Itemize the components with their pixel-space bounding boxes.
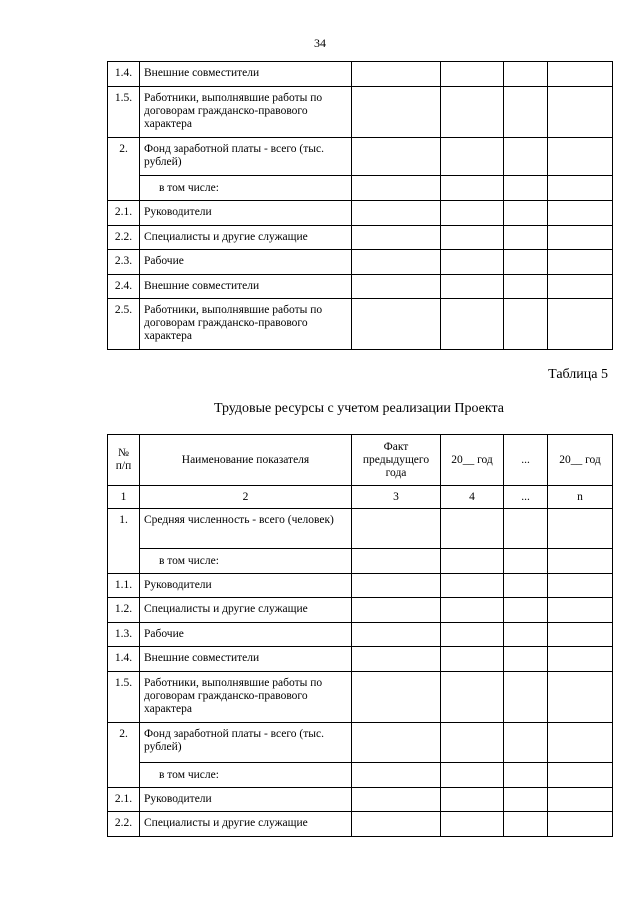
row-number: 2.2. (108, 226, 140, 250)
row-name: Внешние совместители (140, 647, 352, 672)
cell (441, 788, 504, 812)
cell (352, 87, 441, 138)
cell (352, 788, 441, 812)
row-number: 1. (108, 509, 140, 574)
table-row (108, 226, 613, 250)
cell (548, 62, 613, 87)
row-name: Средняя численность - всего (человек) (140, 509, 352, 549)
row-number: 2.1. (108, 788, 140, 812)
cell (352, 226, 441, 250)
table-row (108, 788, 613, 812)
cell (441, 623, 504, 647)
row-name: Руководители (140, 788, 352, 812)
cell (441, 509, 504, 549)
page-number: 34 (314, 36, 326, 50)
cell (504, 549, 548, 574)
cell (504, 201, 548, 226)
row-number: 1.4. (108, 647, 140, 672)
cell (441, 812, 504, 837)
index-cell: 4 (441, 486, 504, 509)
row-number: 2. (108, 723, 140, 788)
table-index-row (108, 486, 613, 509)
row-number: 2.5. (108, 299, 140, 350)
cell (352, 62, 441, 87)
header-fact: Факт предыдущего года (352, 435, 441, 486)
cell (548, 672, 613, 723)
cell (441, 574, 504, 598)
row-number: 1.3. (108, 623, 140, 647)
cell (504, 299, 548, 350)
table-row (108, 62, 613, 87)
row-name: Рабочие (140, 623, 352, 647)
header-name: Наименование показателя (140, 435, 352, 486)
table-row (108, 299, 613, 350)
row-number: 1.2. (108, 598, 140, 623)
cell (504, 176, 548, 201)
table-row (108, 672, 613, 723)
cell (352, 299, 441, 350)
table-title: Трудовые ресурсы с учетом реализации Проекта (213, 401, 505, 416)
header-ellipsis: ... (504, 435, 548, 486)
cell (504, 250, 548, 275)
row-number: 2.3. (108, 250, 140, 275)
cell (504, 723, 548, 763)
row-name: Специалисты и другие служащие (140, 226, 352, 250)
cell (548, 87, 613, 138)
row-name: Внешние совместители (140, 62, 352, 87)
cell (548, 201, 613, 226)
table-header-row (108, 435, 613, 486)
header-year-1: 20__ год (441, 435, 504, 486)
cell (504, 788, 548, 812)
cell (352, 574, 441, 598)
table-row (108, 138, 613, 176)
cell (352, 723, 441, 763)
cell (504, 763, 548, 788)
index-cell: 2 (140, 486, 352, 509)
table-row (108, 812, 613, 837)
row-name: в том числе: (140, 176, 352, 201)
cell (352, 623, 441, 647)
cell (548, 549, 613, 574)
row-name: Руководители (140, 201, 352, 226)
index-cell: 3 (352, 486, 441, 509)
cell (352, 509, 441, 549)
cell (441, 647, 504, 672)
cell (441, 598, 504, 623)
cell (441, 62, 504, 87)
cell (441, 299, 504, 350)
header-num: № п/п (108, 435, 140, 486)
table-row (108, 574, 613, 598)
cell (441, 723, 504, 763)
cell (441, 549, 504, 574)
cell (441, 275, 504, 299)
cell (441, 226, 504, 250)
cell (441, 87, 504, 138)
row-name: Работники, выполнявшие работы по договорам гражданско-правового характера (140, 672, 352, 723)
header-year-n: 20__ год (548, 435, 613, 486)
cell (504, 275, 548, 299)
cell (548, 138, 613, 176)
cell (504, 62, 548, 87)
table-row (108, 87, 613, 138)
table-row (108, 509, 613, 549)
cell (548, 574, 613, 598)
row-name: Работники, выполнявшие работы по договорам гражданско-правового характера (140, 299, 352, 350)
cell (504, 647, 548, 672)
cell (352, 598, 441, 623)
cell (548, 723, 613, 763)
cell (441, 138, 504, 176)
row-name: Рабочие (140, 250, 352, 275)
table-row (108, 549, 613, 574)
row-name: Специалисты и другие служащие (140, 812, 352, 837)
cell (548, 788, 613, 812)
cell (352, 763, 441, 788)
cell (504, 623, 548, 647)
cell (548, 763, 613, 788)
index-cell: ... (504, 486, 548, 509)
cell (548, 176, 613, 201)
table-row (108, 647, 613, 672)
cell (352, 275, 441, 299)
cell (548, 275, 613, 299)
table-row (108, 176, 613, 201)
cell (548, 509, 613, 549)
table-row (108, 598, 613, 623)
row-name: Специалисты и другие служащие (140, 598, 352, 623)
cell (504, 598, 548, 623)
row-name: Работники, выполнявшие работы по договорам гражданско-правового характера (140, 87, 352, 138)
cell (548, 812, 613, 837)
cell (504, 812, 548, 837)
cell (441, 250, 504, 275)
row-number: 2.1. (108, 201, 140, 226)
cell (504, 574, 548, 598)
cell (352, 647, 441, 672)
index-cell: 1 (108, 486, 140, 509)
cell (441, 672, 504, 723)
row-number: 1.1. (108, 574, 140, 598)
table-row (108, 250, 613, 275)
cell (352, 250, 441, 275)
cell (548, 250, 613, 275)
cell (441, 201, 504, 226)
row-number: 1.5. (108, 87, 140, 138)
row-name: Внешние совместители (140, 275, 352, 299)
row-number: 1.4. (108, 62, 140, 87)
cell (548, 226, 613, 250)
cell (548, 299, 613, 350)
table-row (108, 723, 613, 763)
cell (441, 176, 504, 201)
row-name: Руководители (140, 574, 352, 598)
row-name: в том числе: (140, 763, 352, 788)
row-name: в том числе: (140, 549, 352, 574)
cell (352, 201, 441, 226)
index-cell: n (548, 486, 613, 509)
table-row (108, 275, 613, 299)
cell (441, 763, 504, 788)
cell (504, 87, 548, 138)
table-caption: Таблица 5 (548, 367, 608, 382)
cell (504, 138, 548, 176)
row-number: 2.4. (108, 275, 140, 299)
cell (352, 549, 441, 574)
table-row (108, 623, 613, 647)
cell (548, 598, 613, 623)
table-row (108, 201, 613, 226)
cell (352, 138, 441, 176)
table-continuation (107, 61, 613, 350)
row-name: Фонд заработной платы - всего (тыс. рублей) (140, 723, 352, 763)
row-number: 2.2. (108, 812, 140, 837)
row-number: 1.5. (108, 672, 140, 723)
cell (548, 623, 613, 647)
cell (352, 672, 441, 723)
row-number: 2. (108, 138, 140, 201)
table-row (108, 763, 613, 788)
cell (504, 672, 548, 723)
cell (504, 509, 548, 549)
cell (352, 812, 441, 837)
table-labor-resources (107, 434, 613, 837)
row-name: Фонд заработной платы - всего (тыс. рублей) (140, 138, 352, 176)
cell (352, 176, 441, 201)
cell (504, 226, 548, 250)
cell (548, 647, 613, 672)
